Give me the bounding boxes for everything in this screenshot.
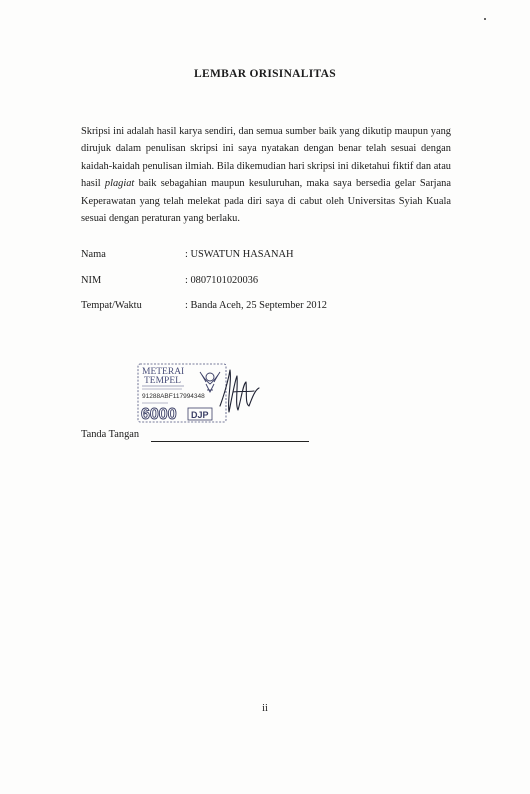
field-label: Tempat/Waktu — [81, 300, 142, 311]
paragraph-italic-term: plagiat — [104, 178, 135, 190]
statement-paragraph — [81, 123, 451, 227]
revenue-stamp-with-signature — [134, 360, 264, 430]
scan-speck — [484, 18, 486, 20]
field-value: : 0807101020036 — [185, 275, 259, 286]
paragraph-text-start: Skripsi ini adalah hasil karya sendiri, dan semua sumber baik yang dikutip maupun yang dirujuk dalam penulisan skripsi ini saya nyatakan dengan benar telah sesuai dengan kaidah-kaidah penulisan ilmiah. Bila dikemudian hari skripsi ini diketahui fiktif dan atau hasil — [81, 126, 451, 190]
document-title: LEMBAR ORISINALITAS — [194, 68, 336, 80]
signature-field — [81, 429, 139, 440]
field-value: : Banda Aceh, 25 September 2012 — [185, 300, 327, 311]
stamp-unit: DJP — [191, 410, 209, 420]
signature-label: Tanda Tangan — [81, 429, 140, 440]
page-number: ii — [262, 703, 268, 714]
stamp-serial: 91288ABF117994348 — [142, 393, 205, 400]
stamp-line2: TEMPEL — [144, 376, 181, 386]
field-label: NIM — [81, 275, 102, 286]
field-label: Nama — [81, 249, 106, 260]
stamp-amount: 6000 — [141, 406, 177, 423]
signature-line — [151, 441, 309, 442]
stamp-graphic — [134, 360, 264, 430]
paragraph-text-end: baik sebagahian maupun kesuluruhan, maka saya bersedia gelar Sarjana Keperawatan yang telah melekat pada diri saya di cabut oleh Universitas Syiah Kuala sesuai dengan peraturan yang berlaku. — [81, 178, 451, 225]
garuda-emblem-icon — [200, 372, 220, 392]
stamp-line1: METERAI — [142, 367, 185, 377]
field-value: : USWATUN HASANAH — [185, 249, 294, 260]
